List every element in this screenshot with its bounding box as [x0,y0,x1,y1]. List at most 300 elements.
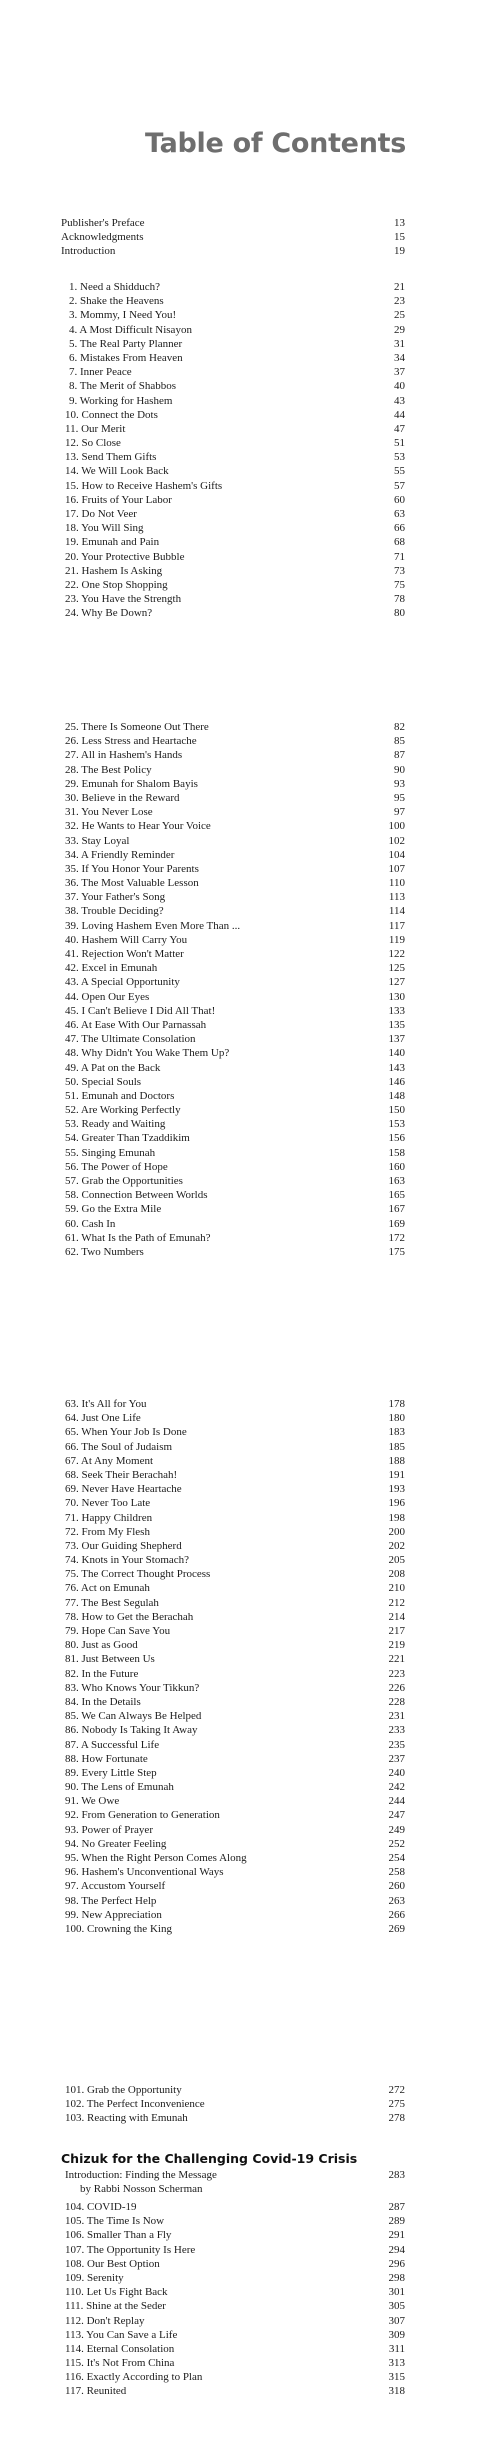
entry-page: 233 [388,1724,405,1737]
toc-entry[interactable] [0,479,500,493]
toc-entry[interactable] [0,1766,500,1780]
toc-entry[interactable] [0,535,500,549]
entry-page: 231 [388,1710,405,1723]
entry-page: 122 [388,948,405,960]
entry-title: 66. The Soul of Judaism [65,1440,173,1453]
section-heading: Chizuk for the Challenging Covid-19 Crisis [61,2151,358,2166]
entry-title: 82. In the Future [65,1667,139,1680]
toc-entry[interactable] [0,1624,500,1638]
entry-page: 130 [388,990,405,1003]
entry-title: 7. Inner Peace [69,366,132,379]
toc-entry[interactable] [0,1823,500,1837]
entry-title: 51. Emunah and Doctors [65,1089,175,1102]
toc-entry[interactable] [0,1794,500,1808]
entry-title: 110. Let Us Fight Back [65,2286,168,2299]
toc-entry[interactable] [0,1174,500,1188]
toc-entry[interactable] [0,1245,500,1259]
toc-entry[interactable] [0,280,500,294]
toc-entry[interactable] [0,1851,500,1865]
toc-entry[interactable] [0,1468,500,1482]
toc-entry[interactable] [0,2228,500,2242]
toc-entry[interactable] [0,2214,500,2228]
toc-entry[interactable] [0,1397,500,1411]
toc-entry[interactable] [0,904,500,918]
toc-entry[interactable] [0,308,500,322]
toc-entry-byline [0,2182,500,2196]
toc-entry[interactable] [0,2097,500,2111]
toc-entry[interactable] [0,1581,500,1595]
toc-entry[interactable] [0,1188,500,1202]
entry-title: 69. Never Have Heartache [65,1483,182,1496]
entry-title: 43. A Special Opportunity [65,976,180,989]
entry-title: 113. You Can Save a Life [65,2328,178,2341]
toc-entry[interactable] [0,1089,500,1103]
toc-entry[interactable] [0,351,500,365]
toc-entry[interactable] [0,1908,500,1922]
toc-entry[interactable] [0,507,500,521]
toc-entry[interactable] [0,2083,500,2097]
entry-title: 19. Emunah and Pain [65,536,160,549]
toc-entry[interactable] [0,1046,500,1060]
entry-page: 53 [394,451,405,464]
entry-title: 112. Don't Replay [65,2314,145,2327]
entry-title: 29. Emunah for Shalom Bayis [65,777,198,790]
entry-title: Introduction [61,245,116,258]
entry-title: 41. Rejection Won't Matter [65,948,184,960]
entry-page: 90 [394,763,405,776]
entry-page: 119 [388,933,405,946]
entry-page: 172 [388,1231,405,1244]
toc-entry[interactable] [0,550,500,564]
entry-page: 196 [388,1497,405,1510]
toc-entry[interactable] [0,1032,500,1046]
toc-entry[interactable] [0,848,500,862]
entry-title: 100. Crowning the King [65,1922,172,1935]
entry-page: 95 [394,791,405,804]
entry-title: 86. Nobody Is Taking It Away [65,1724,198,1737]
toc-entry[interactable] [0,1681,500,1695]
entry-title: 10. Connect the Dots [65,408,158,421]
entry-title: 18. You Will Sing [65,522,144,535]
toc-entry[interactable] [0,2328,500,2342]
toc-entry[interactable] [0,337,500,351]
entry-title: 84. In the Details [65,1695,141,1708]
entry-page: 55 [394,465,405,478]
entry-title: 115. It's Not From China [65,2357,175,2370]
entry-page: 191 [388,1468,405,1481]
toc-entry[interactable] [0,2285,500,2299]
toc-entry[interactable] [0,1411,500,1425]
entry-title: Publisher's Preface [61,217,145,229]
entry-title: 2. Shake the Heavens [69,295,164,308]
entry-title: 27. All in Hashem's Hands [65,749,183,762]
entry-page: 235 [388,1738,405,1751]
entry-title: Introduction: Finding the Message [65,2169,217,2181]
entry-title: 94. No Greater Feeling [65,1837,167,1850]
entry-page: 25 [394,309,405,322]
entry-page: 71 [394,550,405,563]
entry-page: 263 [388,1894,405,1907]
entry-page: 160 [388,1160,405,1173]
toc-entry[interactable] [0,947,500,961]
entry-title: 97. Accustom Yourself [65,1880,166,1893]
toc-entry[interactable] [0,379,500,393]
entry-page: 240 [388,1766,405,1779]
toc-entry[interactable] [0,777,500,791]
entry-title: 52. Are Working Perfectly [65,1104,181,1117]
entry-page: 68 [394,536,405,549]
entry-page: 175 [388,1245,405,1258]
entry-page: 307 [388,2314,405,2327]
entry-title: 11. Our Merit [65,422,126,435]
entry-title: 37. Your Father's Song [65,891,166,904]
toc-entry[interactable] [0,1709,500,1723]
toc-entry[interactable] [0,1160,500,1174]
entry-page: 63 [394,508,405,520]
toc-entry[interactable] [0,1496,500,1510]
toc-entry[interactable] [0,294,500,308]
entry-page: 75 [394,578,405,591]
toc-entry[interactable] [0,244,500,258]
entry-page: 78 [394,593,405,606]
entry-title: 78. How to Get the Berachah [65,1610,194,1623]
entry-title: 45. I Can't Believe I Did All That! [65,1004,216,1017]
entry-page: 82 [394,721,405,733]
toc-entry[interactable] [0,1061,500,1075]
toc-entry[interactable] [0,606,500,620]
entry-page: 291 [388,2229,405,2242]
entry-page: 254 [388,1852,405,1864]
entry-page: 140 [388,1047,405,1060]
toc-entry[interactable] [0,1808,500,1822]
toc-entry[interactable] [0,464,500,478]
toc-entry[interactable] [0,720,500,734]
toc-entry[interactable] [0,323,500,337]
entry-page: 198 [388,1511,405,1524]
entry-title: 21. Hashem Is Asking [65,564,163,577]
entry-page: 169 [388,1217,405,1230]
toc-entry[interactable] [0,1075,500,1089]
toc-entry[interactable] [0,578,500,592]
entry-page: 200 [388,1525,405,1538]
toc-entry[interactable] [0,592,500,606]
toc-entry[interactable] [0,791,500,805]
chapters-101-103-list [0,2083,500,2126]
toc-entry[interactable] [0,1553,500,1567]
toc-entry[interactable] [0,450,500,464]
toc-entry[interactable] [0,862,500,876]
entry-page: 133 [388,1004,405,1017]
entry-page: 158 [388,1146,405,1159]
entry-title: 73. Our Guiding Shepherd [65,1539,182,1552]
toc-entry[interactable] [0,1652,500,1666]
entry-page: 226 [388,1681,405,1694]
toc-entry[interactable] [0,2299,500,2313]
entry-title: 53. Ready and Waiting [65,1118,166,1131]
toc-entry[interactable] [0,422,500,436]
entry-title: 105. The Time Is Now [65,2215,165,2228]
entry-page: 278 [388,2112,405,2125]
toc-entry[interactable] [0,1610,500,1624]
entry-title: 111. Shine at the Seder [65,2300,166,2313]
chapters-104-117-list [0,2200,500,2399]
entry-page: 34 [394,351,405,364]
entry-author: by Rabbi Nosson Scherman [80,2183,203,2196]
entry-page: 135 [388,1018,405,1031]
chapters-25-62-list [0,720,500,1259]
toc-entry[interactable] [0,436,500,450]
toc-entry[interactable] [0,564,500,578]
entry-title: 25. There Is Someone Out There [65,721,209,733]
toc-entry[interactable] [0,1667,500,1681]
toc-entry[interactable] [0,763,500,777]
entry-page: 311 [388,2342,405,2355]
toc-entry[interactable] [0,1525,500,1539]
toc-entry[interactable] [0,1865,500,1879]
toc-entry[interactable] [0,1440,500,1454]
entry-title: 15. How to Receive Hashem's Gifts [65,479,223,492]
covid-intro-list [0,2168,500,2196]
entry-title: 96. Hashem's Unconventional Ways [65,1866,224,1879]
entry-title: 85. We Can Always Be Helped [65,1710,202,1723]
toc-entry[interactable] [0,975,500,989]
entry-title: 117. Reunited [65,2385,127,2398]
toc-entry[interactable] [0,1539,500,1553]
entry-page: 107 [388,862,405,875]
entry-page: 165 [388,1189,405,1202]
entry-title: 36. The Most Valuable Lesson [65,877,199,890]
entry-title: 114. Eternal Consolation [65,2342,175,2355]
entry-page: 266 [388,1908,405,1921]
entry-page: 193 [388,1483,405,1496]
toc-entry[interactable] [0,1425,500,1439]
entry-page: 242 [388,1781,405,1794]
entry-title: 108. Our Best Option [65,2257,160,2270]
entry-page: 150 [388,1104,405,1117]
entry-title: 44. Open Our Eyes [65,990,150,1003]
toc-entry[interactable] [0,493,500,507]
entry-title: 5. The Real Party Planner [69,337,183,350]
entry-title: 71. Happy Children [65,1511,153,1524]
entry-title: 33. Stay Loyal [65,834,130,847]
toc-entry[interactable] [0,919,500,933]
entry-title: 106. Smaller Than a Fly [65,2229,172,2242]
entry-page: 258 [388,1866,405,1879]
entry-title: 75. The Correct Thought Process [65,1568,211,1581]
toc-entry[interactable] [0,2356,500,2370]
toc-entry[interactable] [0,2370,500,2384]
toc-entry[interactable] [0,1596,500,1610]
entry-page: 318 [388,2385,405,2398]
entry-page: 104 [388,848,405,861]
entry-title: 60. Cash In [65,1217,116,1230]
entry-page: 212 [388,1596,405,1609]
entry-page: 301 [388,2286,405,2299]
entry-page: 114 [388,905,405,918]
entry-page: 247 [388,1809,405,1822]
toc-entry[interactable] [0,890,500,904]
entry-title: 31. You Never Lose [65,806,153,819]
entry-title: 61. What Is the Path of Emunah? [65,1231,211,1244]
entry-page: 146 [388,1075,405,1088]
toc-entry[interactable] [0,2111,500,2125]
entry-page: 137 [388,1033,405,1046]
entry-page: 143 [388,1061,405,1074]
toc-entry[interactable] [0,819,500,833]
toc-entry[interactable] [0,2384,500,2398]
entry-title: 89. Every Little Step [65,1766,157,1779]
toc-entry[interactable] [0,1146,500,1160]
entry-page: 80 [394,607,405,620]
entry-title: 12. So Close [65,437,121,450]
entry-title: 62. Two Numbers [65,1245,144,1258]
entry-title: 20. Your Protective Bubble [65,550,185,563]
toc-entry[interactable] [0,521,500,535]
toc-entry[interactable] [0,1638,500,1652]
toc-entry[interactable] [0,1482,500,1496]
entry-title: 30. Believe in the Reward [65,791,180,804]
toc-entry[interactable] [0,2257,500,2271]
toc-entry[interactable] [0,2168,500,2182]
toc-entry[interactable] [0,365,500,379]
toc-entry[interactable] [0,961,500,975]
entry-title: 47. The Ultimate Consolation [65,1033,196,1046]
toc-entry[interactable] [0,2314,500,2328]
entry-page: 85 [394,735,405,748]
entry-page: 15 [394,231,405,244]
toc-entry[interactable] [0,394,500,408]
entry-page: 188 [388,1454,405,1467]
chapters-63-100-list [0,1397,500,1936]
entry-title: 32. He Wants to Hear Your Voice [65,820,211,833]
entry-title: 24. Why Be Down? [65,607,153,620]
entry-title: 35. If You Honor Your Parents [65,862,199,875]
entry-page: 237 [388,1752,405,1765]
toc-entry[interactable] [0,1780,500,1794]
entry-title: 48. Why Didn't You Wake Them Up? [65,1047,230,1060]
toc-entry[interactable] [0,1103,500,1117]
toc-entry[interactable] [0,1004,500,1018]
toc-entry[interactable] [0,408,500,422]
entry-title: 55. Singing Emunah [65,1146,156,1159]
entry-page: 31 [394,337,405,350]
entry-title: 6. Mistakes From Heaven [69,351,183,364]
entry-page: 305 [388,2300,405,2313]
entry-page: 249 [388,1823,405,1836]
toc-entry[interactable] [0,2200,500,2214]
toc-entry[interactable] [0,1231,500,1245]
toc-entry[interactable] [0,2342,500,2356]
entry-title: 16. Fruits of Your Labor [65,493,172,506]
entry-page: 185 [388,1440,405,1453]
toc-entry[interactable] [0,1837,500,1851]
toc-entry[interactable] [0,1454,500,1468]
toc-entry[interactable] [0,990,500,1004]
entry-page: 23 [394,295,405,308]
toc-entry[interactable] [0,1117,500,1131]
entry-title: 9. Working for Hashem [69,394,173,407]
entry-title: 17. Do Not Veer [65,508,137,520]
entry-page: 66 [394,522,405,535]
toc-entry[interactable] [0,2271,500,2285]
entry-page: 148 [388,1089,405,1102]
toc-entry[interactable] [0,1695,500,1709]
toc-entry[interactable] [0,216,500,230]
entry-title: 99. New Appreciation [65,1908,162,1921]
toc-entry[interactable] [0,230,500,244]
entry-page: 269 [388,1922,405,1935]
entry-page: 51 [394,437,405,450]
toc-entry[interactable] [0,1879,500,1893]
toc-entry[interactable] [0,1752,500,1766]
toc-entry[interactable] [0,1723,500,1737]
toc-entry[interactable] [0,1131,500,1145]
toc-entry[interactable] [0,1894,500,1908]
toc-entry[interactable] [0,1217,500,1231]
entry-page: 57 [394,479,405,492]
entry-page: 283 [388,2169,405,2181]
toc-entry[interactable] [0,1738,500,1752]
entry-page: 47 [394,422,405,435]
entry-title: 34. A Friendly Reminder [65,848,175,861]
toc-entry[interactable] [0,1511,500,1525]
entry-title: 22. One Stop Shopping [65,578,168,591]
toc-entry[interactable] [0,876,500,890]
entry-page: 44 [394,408,405,421]
entry-title: 109. Serenity [65,2271,124,2284]
toc-entry[interactable] [0,1922,500,1936]
entry-page: 13 [394,217,405,229]
entry-title: 91. We Owe [65,1795,120,1808]
entry-page: 163 [388,1175,405,1187]
toc-entry[interactable] [0,1202,500,1216]
entry-page: 183 [388,1426,405,1439]
entry-page: 244 [388,1795,405,1808]
entry-page: 221 [388,1653,405,1666]
entry-page: 210 [388,1582,405,1595]
entry-title: 4. A Most Difficult Nisayon [69,323,192,336]
toc-entry[interactable] [0,2243,500,2257]
entry-page: 309 [388,2328,405,2341]
entry-page: 289 [388,2215,405,2228]
entry-title: 23. You Have the Strength [65,593,182,606]
entry-title: 57. Grab the Opportunities [65,1175,183,1187]
entry-title: 8. The Merit of Shabbos [69,380,177,393]
entry-page: 110 [388,877,405,890]
entry-page: 19 [394,245,405,258]
entry-page: 125 [388,962,405,975]
toc-entry[interactable] [0,834,500,848]
entry-title: 70. Never Too Late [65,1497,151,1510]
toc-entry[interactable] [0,1018,500,1032]
toc-entry[interactable] [0,933,500,947]
entry-title: 103. Reacting with Emunah [65,2112,188,2125]
entry-title: 74. Knots in Your Stomach? [65,1554,190,1567]
entry-page: 287 [388,2201,405,2213]
entry-page: 117 [388,919,405,932]
toc-entry[interactable] [0,734,500,748]
entry-title: 14. We Will Look Back [65,465,169,478]
toc-entry[interactable] [0,748,500,762]
toc-entry[interactable] [0,805,500,819]
entry-page: 252 [388,1837,405,1850]
entry-page: 205 [388,1554,405,1567]
entry-page: 202 [388,1539,405,1552]
entry-title: 116. Exactly According to Plan [65,2371,203,2384]
toc-entry[interactable] [0,1567,500,1581]
entry-page: 178 [388,1398,405,1410]
entry-page: 97 [394,806,405,819]
